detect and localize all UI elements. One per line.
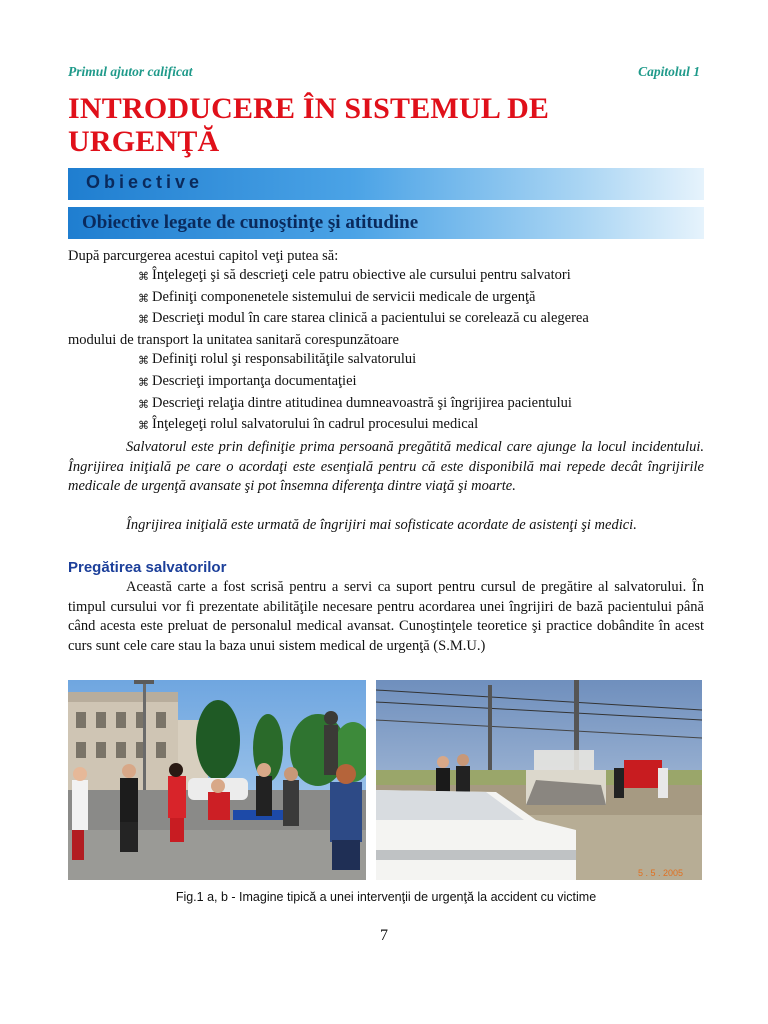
bullet-icon: ⌘ bbox=[138, 314, 149, 327]
body-paragraph: Această carte a fost scrisă pentru a servi ca suport pentru cursul de pregătire al salvatorului. În timpul cursului vor fi prezentate abilităţile necesare pentru acordarea unei îngrijiri de bază pacientului până când acesta este preluat de personalul medical avansat. Cunoştinţele teoretice şi practice dobândite în acest curs sunt cele care stau la baza unui sistem medical de urgenţă (S.M.U.) bbox=[68, 579, 704, 654]
bullet-icon: ⌘ bbox=[138, 355, 149, 368]
page-number: 7 bbox=[380, 927, 388, 944]
section-heading: Pregătirea salvatorilor bbox=[68, 559, 227, 576]
bullet-icon: ⌘ bbox=[138, 271, 149, 283]
photo-street-intervention bbox=[68, 680, 366, 880]
chapter-title: INTRODUCERE ÎN SISTEMUL DE URGENŢĂ bbox=[68, 92, 550, 158]
intro-paragraph: Salvatorul este prin definiţie prima persoană pregătită medical care ajunge la locul incidentului. Îngrijirea iniţială pe care o acordaţi este esenţială pentru că este disponibilă mai repede decât îngrijirile medicale de urgenţă avansate şi pot însemna diferenţa dintre viaţă şi moarte. bbox=[68, 439, 704, 495]
list-item: ⌘ Înţelegeţi şi să descrieţi cele patru obiective ale cursului pentru salvatori bbox=[68, 266, 704, 288]
objectives-band bbox=[68, 168, 704, 200]
bullet-icon: ⌘ bbox=[138, 420, 149, 433]
list-item: ⌘ Definiţi rolul şi responsabilităţile salvatorului bbox=[68, 350, 704, 372]
running-header-chapter: Capitolul 1 bbox=[638, 64, 700, 79]
objectives-intro: După parcurgerea acestui capitol veţi putea să: bbox=[68, 248, 339, 264]
list-item-continuation: modului de transport la unitatea sanitară corespunzătoare bbox=[68, 331, 399, 348]
figure-caption: Fig.1 a, b - Imagine tipică a unei intervenţii de urgenţă la accident cu victime bbox=[175, 890, 597, 904]
bullet-icon: ⌘ bbox=[138, 292, 149, 305]
photo-date-stamp: 5 . 5 . 2005 bbox=[638, 868, 684, 878]
list-item: ⌘ Descrieţi relaţia dintre atitudinea dumneavoastră şi îngrijirea pacientului bbox=[68, 394, 704, 416]
bullet-icon: ⌘ bbox=[138, 376, 149, 389]
list-item: ⌘ Descrieţi modul în care starea clinică a pacientului se corelează cu alegerea bbox=[68, 309, 704, 331]
photo-crash-scene bbox=[376, 680, 702, 880]
second-paragraph: Îngrijirea iniţială este urmată de îngrijiri mai sofisticate acordate de asistenţi şi medici. bbox=[126, 517, 637, 533]
bullet-icon: ⌘ bbox=[138, 398, 149, 411]
running-header-book-title: Primul ajutor calificat bbox=[68, 64, 193, 79]
knowledge-objectives-band bbox=[68, 207, 704, 239]
objectives-list bbox=[68, 266, 704, 437]
list-item: ⌘ Descrieţi importanţa documentaţiei bbox=[68, 372, 704, 394]
list-item: ⌘ Definiţi componenetele sistemului de servicii medicale de urgenţă bbox=[68, 288, 704, 310]
knowledge-objectives-label: Obiective legate de cunoştinţe şi atitudine bbox=[82, 212, 419, 233]
list-item: ⌘ Înţelegeţi rolul salvatorului în cadrul procesului medical bbox=[68, 415, 704, 437]
objectives-band-label: Obiective bbox=[86, 172, 204, 192]
